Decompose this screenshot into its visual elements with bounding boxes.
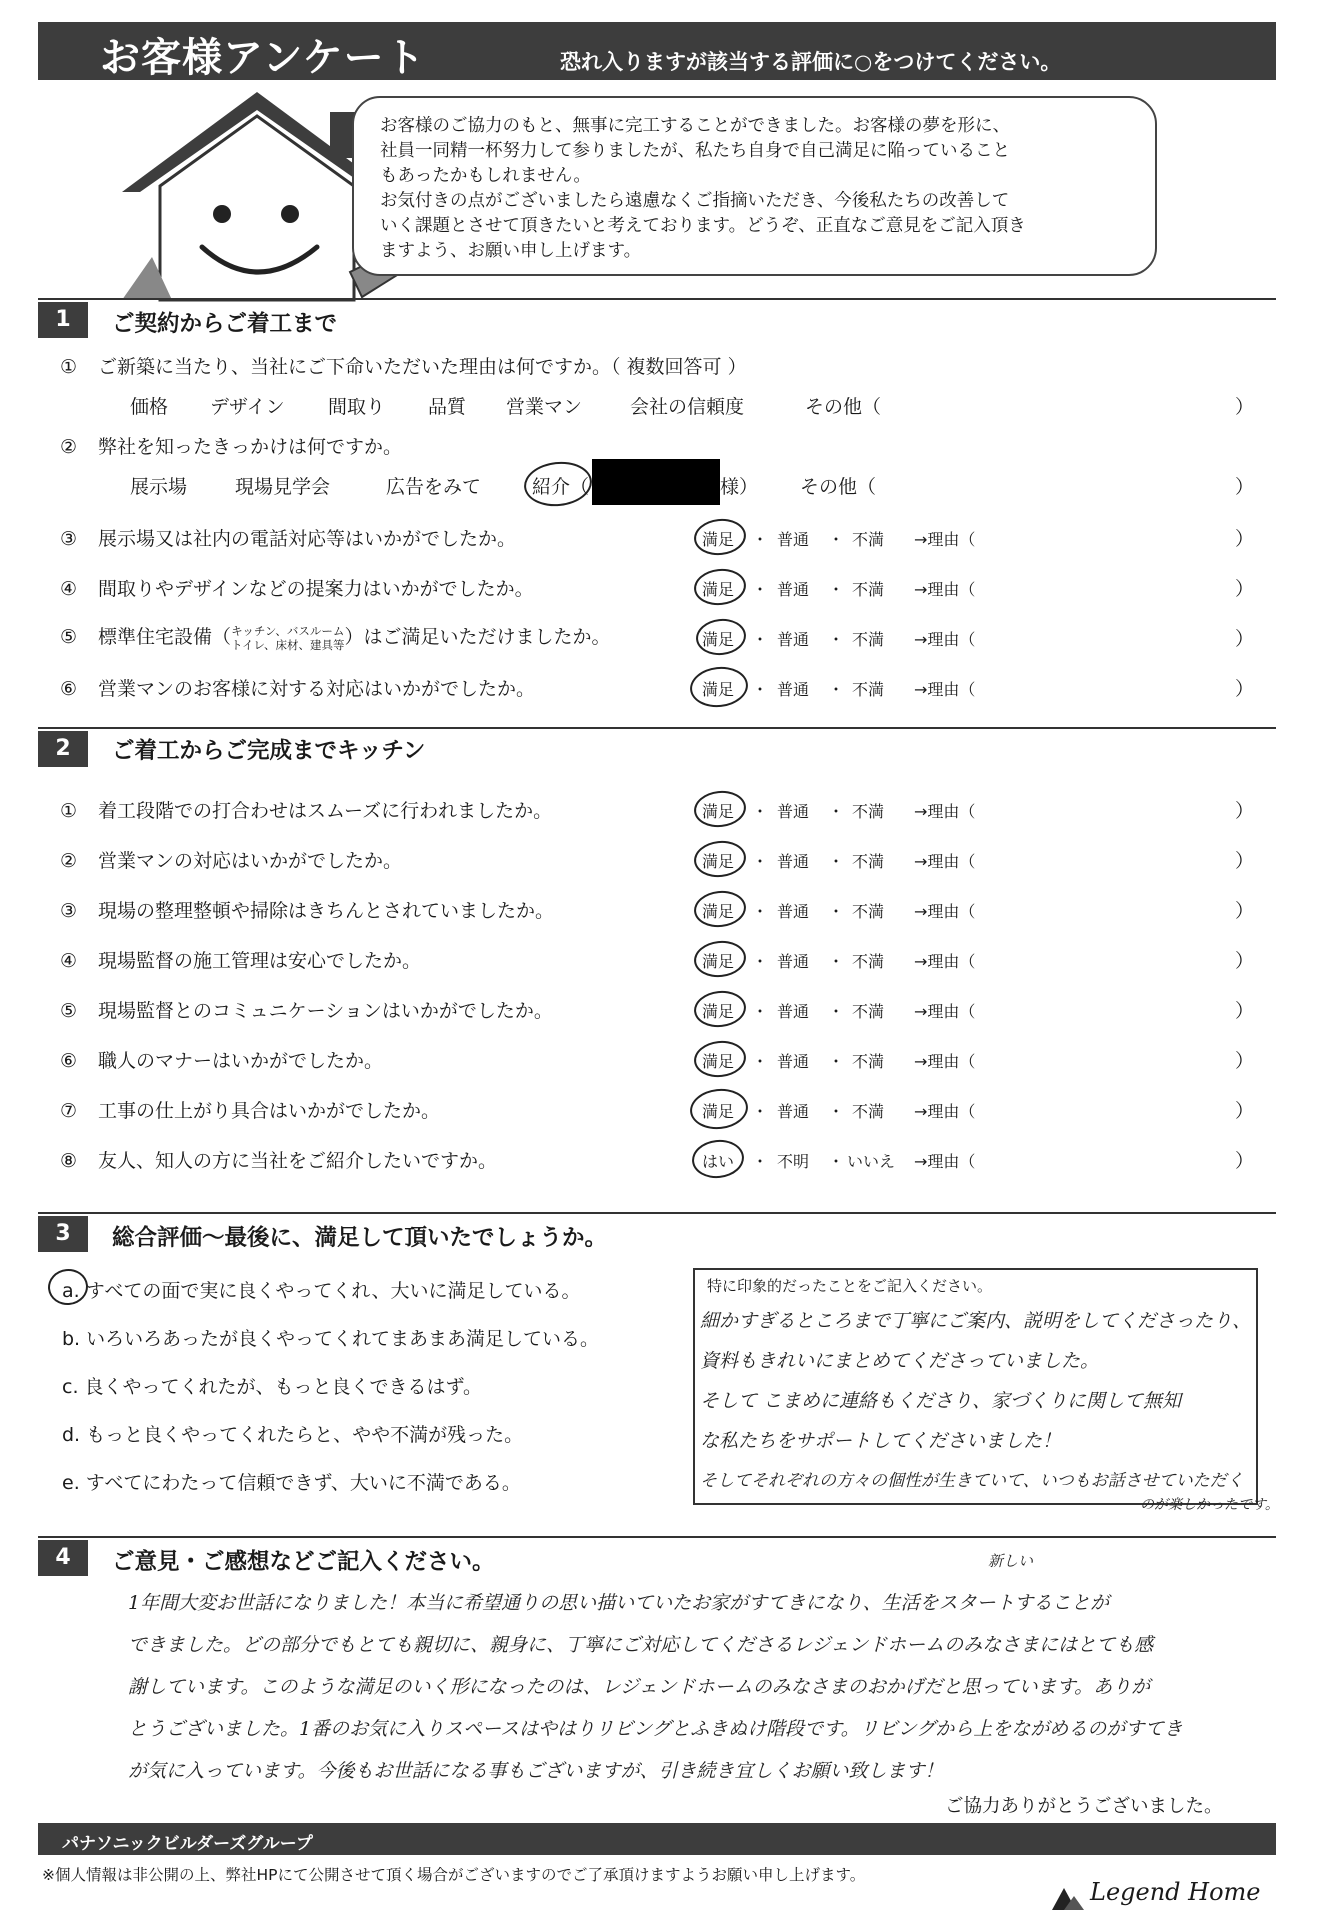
rating-normal[interactable]: 普通: [777, 802, 810, 821]
intro-line: いく課題とさせて頂きたいと考えております。どうぞ、正直なご意見をご記入頂き: [380, 216, 1026, 236]
handwritten-line: な私たちをサポートしてくださいました！: [700, 1430, 1062, 1452]
page-title: お客様アンケート: [100, 35, 426, 81]
rating-reason[interactable]: →理由（: [914, 530, 976, 549]
rating-reason[interactable]: →理由（: [914, 580, 976, 599]
rating-unsatisfied[interactable]: 不満: [852, 852, 885, 871]
section-3-rule: [38, 1212, 1276, 1214]
rating-normal[interactable]: 普通: [777, 680, 810, 699]
rating-unsatisfied[interactable]: 不満: [852, 902, 885, 921]
s1-question-4: ④ 間取りやデザインなどの提案力はいかがでしたか。: [60, 578, 534, 600]
s3-option-c[interactable]: c. 良くやってくれたが、もっと良くできるはず。: [62, 1376, 483, 1398]
rating-normal[interactable]: 普通: [777, 1052, 810, 1071]
rating-satisfied[interactable]: 満足: [702, 530, 735, 549]
footer-group-name: パナソニックビルダーズグループ: [62, 1834, 313, 1854]
s2-question-2: ② 営業マンの対応はいかがでしたか。: [60, 850, 403, 872]
s1-q1-option-quality[interactable]: 品質: [428, 396, 467, 418]
s1-question-3: ③ 展示場又は社内の電話対応等はいかがでしたか。: [60, 528, 517, 550]
rating-normal[interactable]: 普通: [777, 1002, 810, 1021]
close-paren: ）: [1235, 800, 1255, 822]
close-paren: ）: [1235, 678, 1255, 700]
rating-reason[interactable]: →理由（: [914, 680, 976, 699]
intro-line: ますよう、お願い申し上げます。: [380, 241, 642, 261]
section-1-number: 1: [38, 302, 88, 338]
rating-reason[interactable]: →理由（: [914, 952, 976, 971]
rating-unsatisfied[interactable]: 不満: [852, 530, 885, 549]
rating-satisfied[interactable]: 満足: [702, 952, 735, 971]
handwritten-line: が気に入っています。今後もお世話になる事もございますが、引き続き宜しくお願い致します！: [128, 1760, 944, 1782]
s2-question-5: ⑤ 現場監督とのコミュニケーションはいかがでしたか。: [60, 1000, 553, 1022]
rating-satisfied[interactable]: 満足: [702, 630, 735, 649]
selection-circle: [692, 1038, 747, 1079]
handwritten-line: のが楽しかったです。: [1140, 1497, 1279, 1513]
s3-option-a[interactable]: a. すべての面で実に良くやってくれ、大いに満足している。: [62, 1280, 581, 1302]
rating-reason[interactable]: →理由（: [914, 852, 976, 871]
rating-satisfied[interactable]: 満足: [702, 852, 735, 871]
s2-question-7: ⑦ 工事の仕上がり具合はいかがでしたか。: [60, 1100, 441, 1122]
close-paren: ）: [1235, 1050, 1255, 1072]
rating-satisfied[interactable]: 満足: [702, 680, 735, 699]
handwritten-line: そして こまめに連絡もくださり、家づくりに関して無知: [700, 1390, 1182, 1412]
selection-circle: [692, 888, 747, 929]
selection-circle: [694, 616, 747, 657]
s1-question-2: ② 弊社を知ったきっかけは何ですか。: [60, 436, 403, 458]
rating-satisfied[interactable]: 満足: [702, 580, 735, 599]
selection-circle: [692, 838, 747, 879]
selection-circle: [688, 1086, 750, 1132]
s1-q1-option-layout[interactable]: 間取り: [328, 396, 386, 418]
section-4-number: 4: [38, 1540, 88, 1576]
rating-unsatisfied[interactable]: 不満: [852, 630, 885, 649]
close-paren: ）: [1235, 950, 1255, 972]
rating-unsatisfied[interactable]: 不満: [852, 1052, 885, 1071]
selection-circle: [692, 938, 747, 979]
handwritten-line: 資料もきれいにまとめてくださっていました。: [700, 1350, 1100, 1372]
s3-option-d[interactable]: d. もっと良くやってくれたらと、やや不満が残った。: [62, 1424, 524, 1446]
redaction-block: [592, 459, 720, 505]
handwritten-line: そしてそれぞれの方々の個性が生きていて、いつもお話させていただく: [700, 1471, 1244, 1491]
intro-line: 社員一同精一杯努力して参りましたが、私たち自身で自己満足に陥っていること: [380, 141, 1010, 161]
rating-unsatisfied[interactable]: 不満: [852, 680, 885, 699]
rating-normal[interactable]: 普通: [777, 952, 810, 971]
close-paren: ）: [1235, 1000, 1255, 1022]
s2-question-8: ⑧ 友人、知人の方に当社をご紹介したいですか。: [60, 1150, 498, 1172]
rating-unsatisfied[interactable]: 不満: [852, 580, 885, 599]
close-paren: ）: [1235, 578, 1255, 600]
rating-satisfied[interactable]: 満足: [702, 802, 735, 821]
rating-normal[interactable]: 普通: [777, 902, 810, 921]
selection-circle: [690, 1137, 746, 1180]
selection-circle: [522, 459, 594, 510]
s2-question-3: ③ 現場の整理整頓や掃除はきちんとされていましたか。: [60, 900, 555, 922]
rating-yes[interactable]: はい: [702, 1152, 735, 1171]
s1-q2-referral-suffix: 様）: [720, 476, 759, 498]
intro-line: もあったかもしれません。: [380, 166, 591, 186]
intro-message-box: [352, 96, 1157, 276]
rating-unsatisfied[interactable]: 不満: [852, 952, 885, 971]
section-3-number: 3: [38, 1216, 88, 1252]
impression-note-label: 特に印象的だったことをご記入ください。: [707, 1277, 993, 1295]
equipment-note: キッチン、バスルーム トイレ、床材、建具等: [231, 623, 345, 652]
close-paren: ）: [1235, 900, 1255, 922]
s2-question-4: ④ 現場監督の施工管理は安心でしたか。: [60, 950, 422, 972]
rating-unknown[interactable]: 不明: [777, 1152, 810, 1171]
section-3-title: 総合評価〜最後に、満足して頂いたでしょうか。: [112, 1225, 608, 1251]
close-paren: ）: [1235, 1100, 1255, 1122]
intro-line: お客様のご協力のもと、無事に完工することができました。お客様の夢を形に、: [380, 116, 1010, 136]
s3-option-b[interactable]: b. いろいろあったが良くやってくれてまあまあ満足している。: [62, 1328, 599, 1350]
rating-reason[interactable]: →理由（: [914, 802, 976, 821]
section-4-rule: [38, 1536, 1276, 1538]
rating-satisfied[interactable]: 満足: [702, 1002, 735, 1021]
rating-normal[interactable]: 普通: [777, 630, 810, 649]
section-2-number: 2: [38, 731, 88, 767]
rating-reason[interactable]: →理由（: [914, 630, 976, 649]
logo-text: Legend Home: [1090, 1878, 1261, 1906]
close-paren: ）: [1235, 628, 1255, 650]
rating-satisfied[interactable]: 満足: [702, 902, 735, 921]
selection-circle: [692, 988, 747, 1029]
rating-reason[interactable]: →理由（: [914, 1102, 976, 1121]
selection-circle: [692, 566, 747, 607]
rating-normal[interactable]: 普通: [777, 1102, 810, 1121]
handwritten-insert: 新しい: [988, 1552, 1034, 1570]
rating-reason[interactable]: →理由（: [914, 1002, 976, 1021]
handwritten-line: 1年間大変お世話になりました！本当に希望通りの思い描いていたお家がすてきになり、生活をスタートすることが: [128, 1592, 1110, 1614]
handwritten-line: できました。どの部分でもとても親切に、親身に、丁寧にご対応してくださるレジェンドホームのみなさまにはとても感: [128, 1634, 1154, 1656]
s1-q2-option-referral[interactable]: 紹介（: [532, 476, 590, 498]
close-paren: ）: [1235, 528, 1255, 550]
close-paren: ）: [1235, 476, 1255, 498]
rating-unsatisfied[interactable]: 不満: [852, 1102, 885, 1121]
handwritten-line: とうございました。1番のお気に入りスペースはやはりリビングとふきぬけ階段です。リビングから上をながめるのがすてき: [128, 1718, 1183, 1740]
section-2-title: ご着工からご完成までキッチン: [112, 738, 426, 764]
rating-unsatisfied[interactable]: 不満: [852, 802, 885, 821]
s1-question-1: ① ご新築に当たり、当社にご下命いただいた理由は何ですか。（ 複数回答可 ）: [60, 356, 747, 378]
close-paren: ）: [1235, 1150, 1255, 1172]
handwritten-line: 細かすぎるところまで丁寧にご案内、説明をしてくださったり、: [700, 1310, 1252, 1332]
s1-q1-option-salesperson[interactable]: 営業マン: [506, 396, 583, 418]
rating-normal[interactable]: 普通: [777, 580, 810, 599]
s1-q2-option-advertisement[interactable]: 広告をみて: [386, 476, 482, 498]
s3-option-e[interactable]: e. すべてにわたって信頼できず、大いに不満である。: [62, 1472, 521, 1494]
rating-normal[interactable]: 普通: [777, 852, 810, 871]
rating-reason[interactable]: →理由（: [914, 1152, 976, 1171]
rating-normal[interactable]: 普通: [777, 530, 810, 549]
instruction-text: 恐れ入りますが該当する評価に○をつけてください。: [560, 50, 1062, 74]
rating-reason[interactable]: →理由（: [914, 1052, 976, 1071]
section-1-title: ご契約からご着工まで: [112, 311, 338, 337]
s1-q1-option-design[interactable]: デザイン: [210, 396, 285, 418]
s1-question-6: ⑥ 営業マンのお客様に対する対応はいかがでしたか。: [60, 678, 536, 700]
selection-circle: [692, 516, 747, 557]
selection-circle: [692, 788, 747, 829]
selection-circle: [688, 664, 750, 710]
close-paren: ）: [1235, 850, 1255, 872]
section-4-title: ご意見・ご感想などご記入ください。: [112, 1549, 495, 1575]
rating-unsatisfied[interactable]: 不満: [852, 1002, 885, 1021]
s2-question-1: ① 着工段階での打合わせはスムーズに行われましたか。: [60, 800, 553, 822]
privacy-disclaimer: ※個人情報は非公開の上、弊社HPにて公開させて頂く場合がございますのでご了承頂けますようお願い申し上げます。: [42, 1866, 866, 1884]
s1-question-5: ⑤ 標準住宅設備（ キッチン、バスルーム トイレ、床材、建具等 ）はご満足いただけましたか。: [60, 623, 611, 652]
section-2-rule: [38, 727, 1276, 729]
s1-q2-option-showroom[interactable]: 展示場: [130, 476, 188, 498]
rating-no[interactable]: いいえ: [847, 1152, 896, 1171]
closing-thanks: ご協力ありがとうございました。: [945, 1796, 1223, 1817]
rating-satisfied[interactable]: 満足: [702, 1102, 735, 1121]
s1-q1-option-price[interactable]: 価格: [130, 396, 169, 418]
s1-q1-option-trust[interactable]: 会社の信頼度: [630, 396, 745, 418]
handwritten-line: 謝しています。このような満足のいく形になったのは、レジェンドホームのみなさまのおかげだと思っています。ありが: [128, 1676, 1151, 1698]
close-paren: ）: [1235, 396, 1255, 418]
section-1-rule: [38, 298, 1276, 300]
rating-reason[interactable]: →理由（: [914, 902, 976, 921]
s1-q2-option-other[interactable]: その他（: [800, 476, 877, 498]
rating-satisfied[interactable]: 満足: [702, 1052, 735, 1071]
s1-q2-option-site-tour[interactable]: 現場見学会: [235, 476, 331, 498]
s1-q1-option-other[interactable]: その他（: [805, 396, 882, 418]
s2-question-6: ⑥ 職人のマナーはいかがでしたか。: [60, 1050, 384, 1072]
intro-line: お気付きの点がございましたら遠慮なくご指摘いただき、今後私たちの改善して: [380, 191, 1010, 211]
